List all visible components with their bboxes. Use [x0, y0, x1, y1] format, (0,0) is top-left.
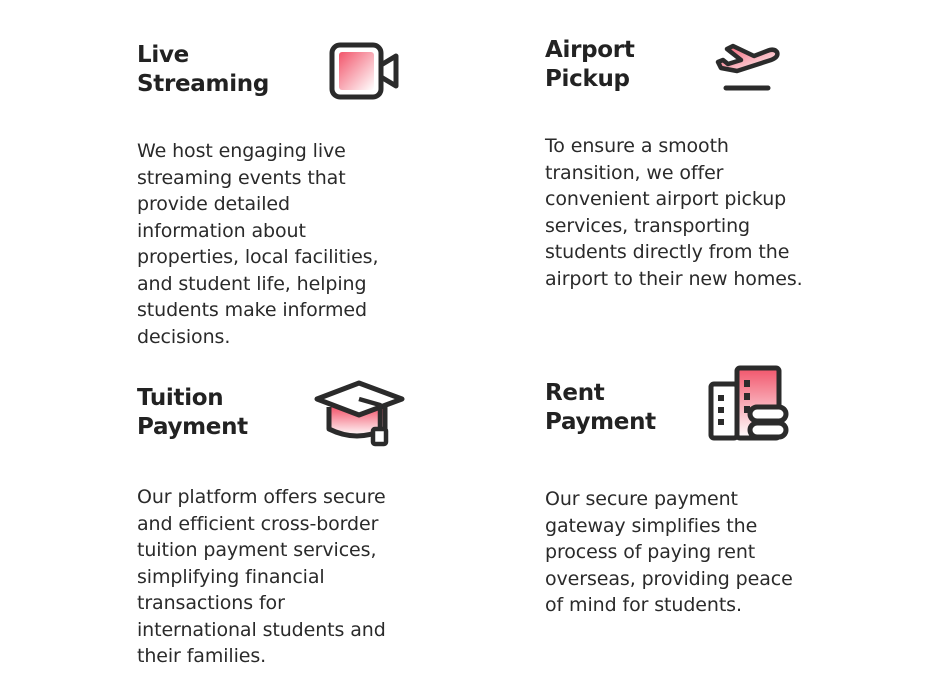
feature-description: Our platform offers secure and efficient cross-border tuition payment services, simplifying financial transactions for international students and their families. [137, 486, 386, 667]
feature-title: Live Streaming [137, 42, 270, 97]
video-camera-icon [329, 41, 401, 106]
feature-title: Airport Pickup [545, 37, 635, 92]
feature-card-tuition-payment [137, 384, 407, 674]
building-icon [708, 364, 790, 449]
feature-card-live-streaming [137, 41, 407, 351]
airplane-departure-icon [713, 38, 783, 99]
feature-description: Our secure payment gateway simplifies the process of paying rent overseas, providing peace of mind for students. [545, 488, 793, 616]
feature-card-airport-pickup [545, 36, 815, 326]
graduation-cap-icon [314, 377, 406, 456]
feature-title: Tuition Payment [137, 385, 248, 440]
feature-title: Rent Payment [545, 380, 656, 435]
feature-description: To ensure a smooth transition, we offer convenient airport pickup services, transporting students directly from the airport to their new homes. [545, 135, 803, 290]
feature-description: We host engaging live streaming events that provide detailed information about properties, local facilities, and student life, helping students make informed decisions. [137, 140, 379, 348]
feature-card-rent-payment [545, 379, 815, 619]
